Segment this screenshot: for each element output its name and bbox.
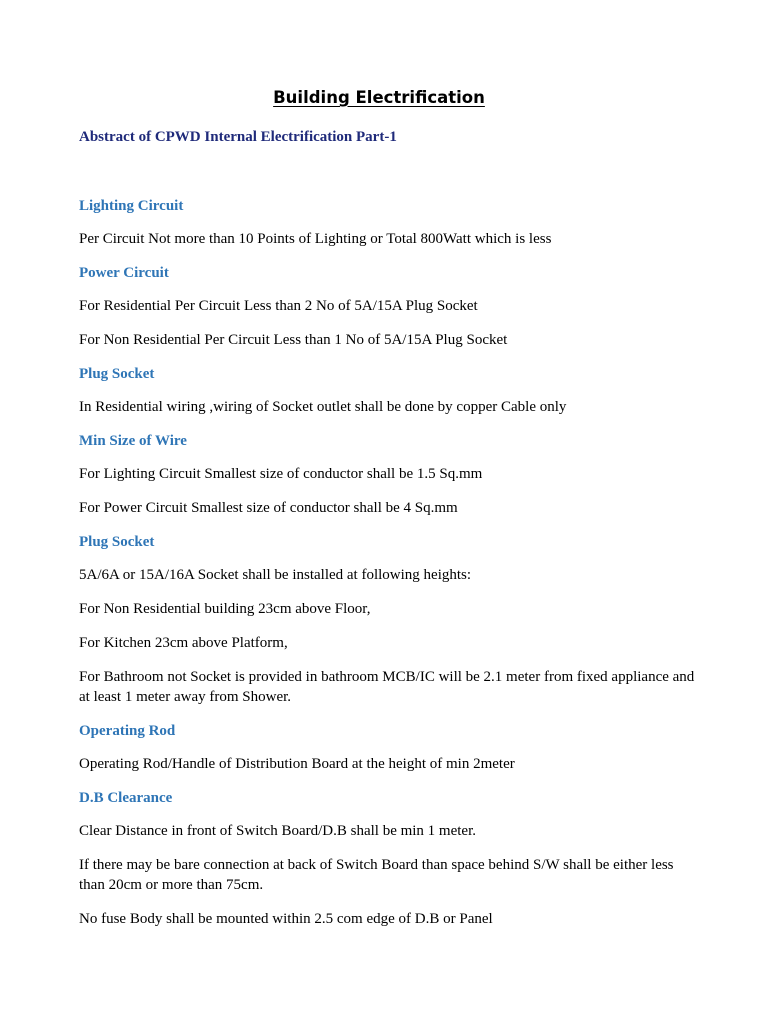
section-paragraph: For Non Residential building 23cm above Floor,: [79, 601, 371, 617]
section-paragraph: For Lighting Circuit Smallest size of conductor shall be 1.5 Sq.mm: [79, 466, 483, 482]
section-plug-socket: [79, 364, 699, 417]
section-paragraph: In Residential wiring ,wiring of Socket outlet shall be done by copper Cable only: [79, 399, 567, 415]
section-paragraph: For Residential Per Circuit Less than 2 No of 5A/15A Plug Socket: [79, 298, 478, 314]
section-heading: Operating Rod: [79, 723, 176, 739]
document-title: Building Electrification: [273, 88, 485, 107]
section-paragraph: For Power Circuit Smallest size of conductor shall be 4 Sq.mm: [79, 500, 458, 516]
section-min-size-of-wire: [79, 431, 699, 518]
sections-container: [79, 196, 699, 943]
section-operating-rod: [79, 721, 699, 774]
section-paragraph: For Kitchen 23cm above Platform,: [79, 635, 288, 651]
section-plug-socket-heights: [79, 532, 699, 707]
abstract-heading: Abstract of CPWD Internal Electrification Part-1: [79, 129, 397, 145]
section-paragraph: For Bathroom not Socket is provided in bathroom MCB/IC will be 2.1 meter from fixed appliance and at least 1 meter away from Shower.: [79, 669, 695, 705]
section-paragraph: Clear Distance in front of Switch Board/D.B shall be min 1 meter.: [79, 823, 477, 839]
section-paragraph: No fuse Body shall be mounted within 2.5 com edge of D.B or Panel: [79, 911, 493, 927]
section-paragraph: Per Circuit Not more than 10 Points of Lighting or Total 800Watt which is less: [79, 231, 552, 247]
section-heading: Min Size of Wire: [79, 433, 187, 449]
section-heading: Lighting Circuit: [79, 198, 184, 214]
section-paragraph: For Non Residential Per Circuit Less than 1 No of 5A/15A Plug Socket: [79, 332, 508, 348]
section-heading: Power Circuit: [79, 265, 169, 281]
section-paragraph: If there may be bare connection at back of Switch Board than space behind S/W shall be either less than 20cm or more than 75cm.: [79, 857, 674, 893]
section-paragraph: Operating Rod/Handle of Distribution Board at the height of min 2meter: [79, 756, 515, 772]
section-heading: Plug Socket: [79, 366, 155, 382]
section-power-circuit: [79, 263, 699, 350]
section-heading: D.B Clearance: [79, 790, 173, 806]
section-db-clearance: [79, 788, 699, 929]
section-paragraph: 5A/6A or 15A/16A Socket shall be installed at following heights:: [79, 567, 472, 583]
section-lighting-circuit: [79, 196, 699, 249]
section-heading: Plug Socket: [79, 534, 155, 550]
